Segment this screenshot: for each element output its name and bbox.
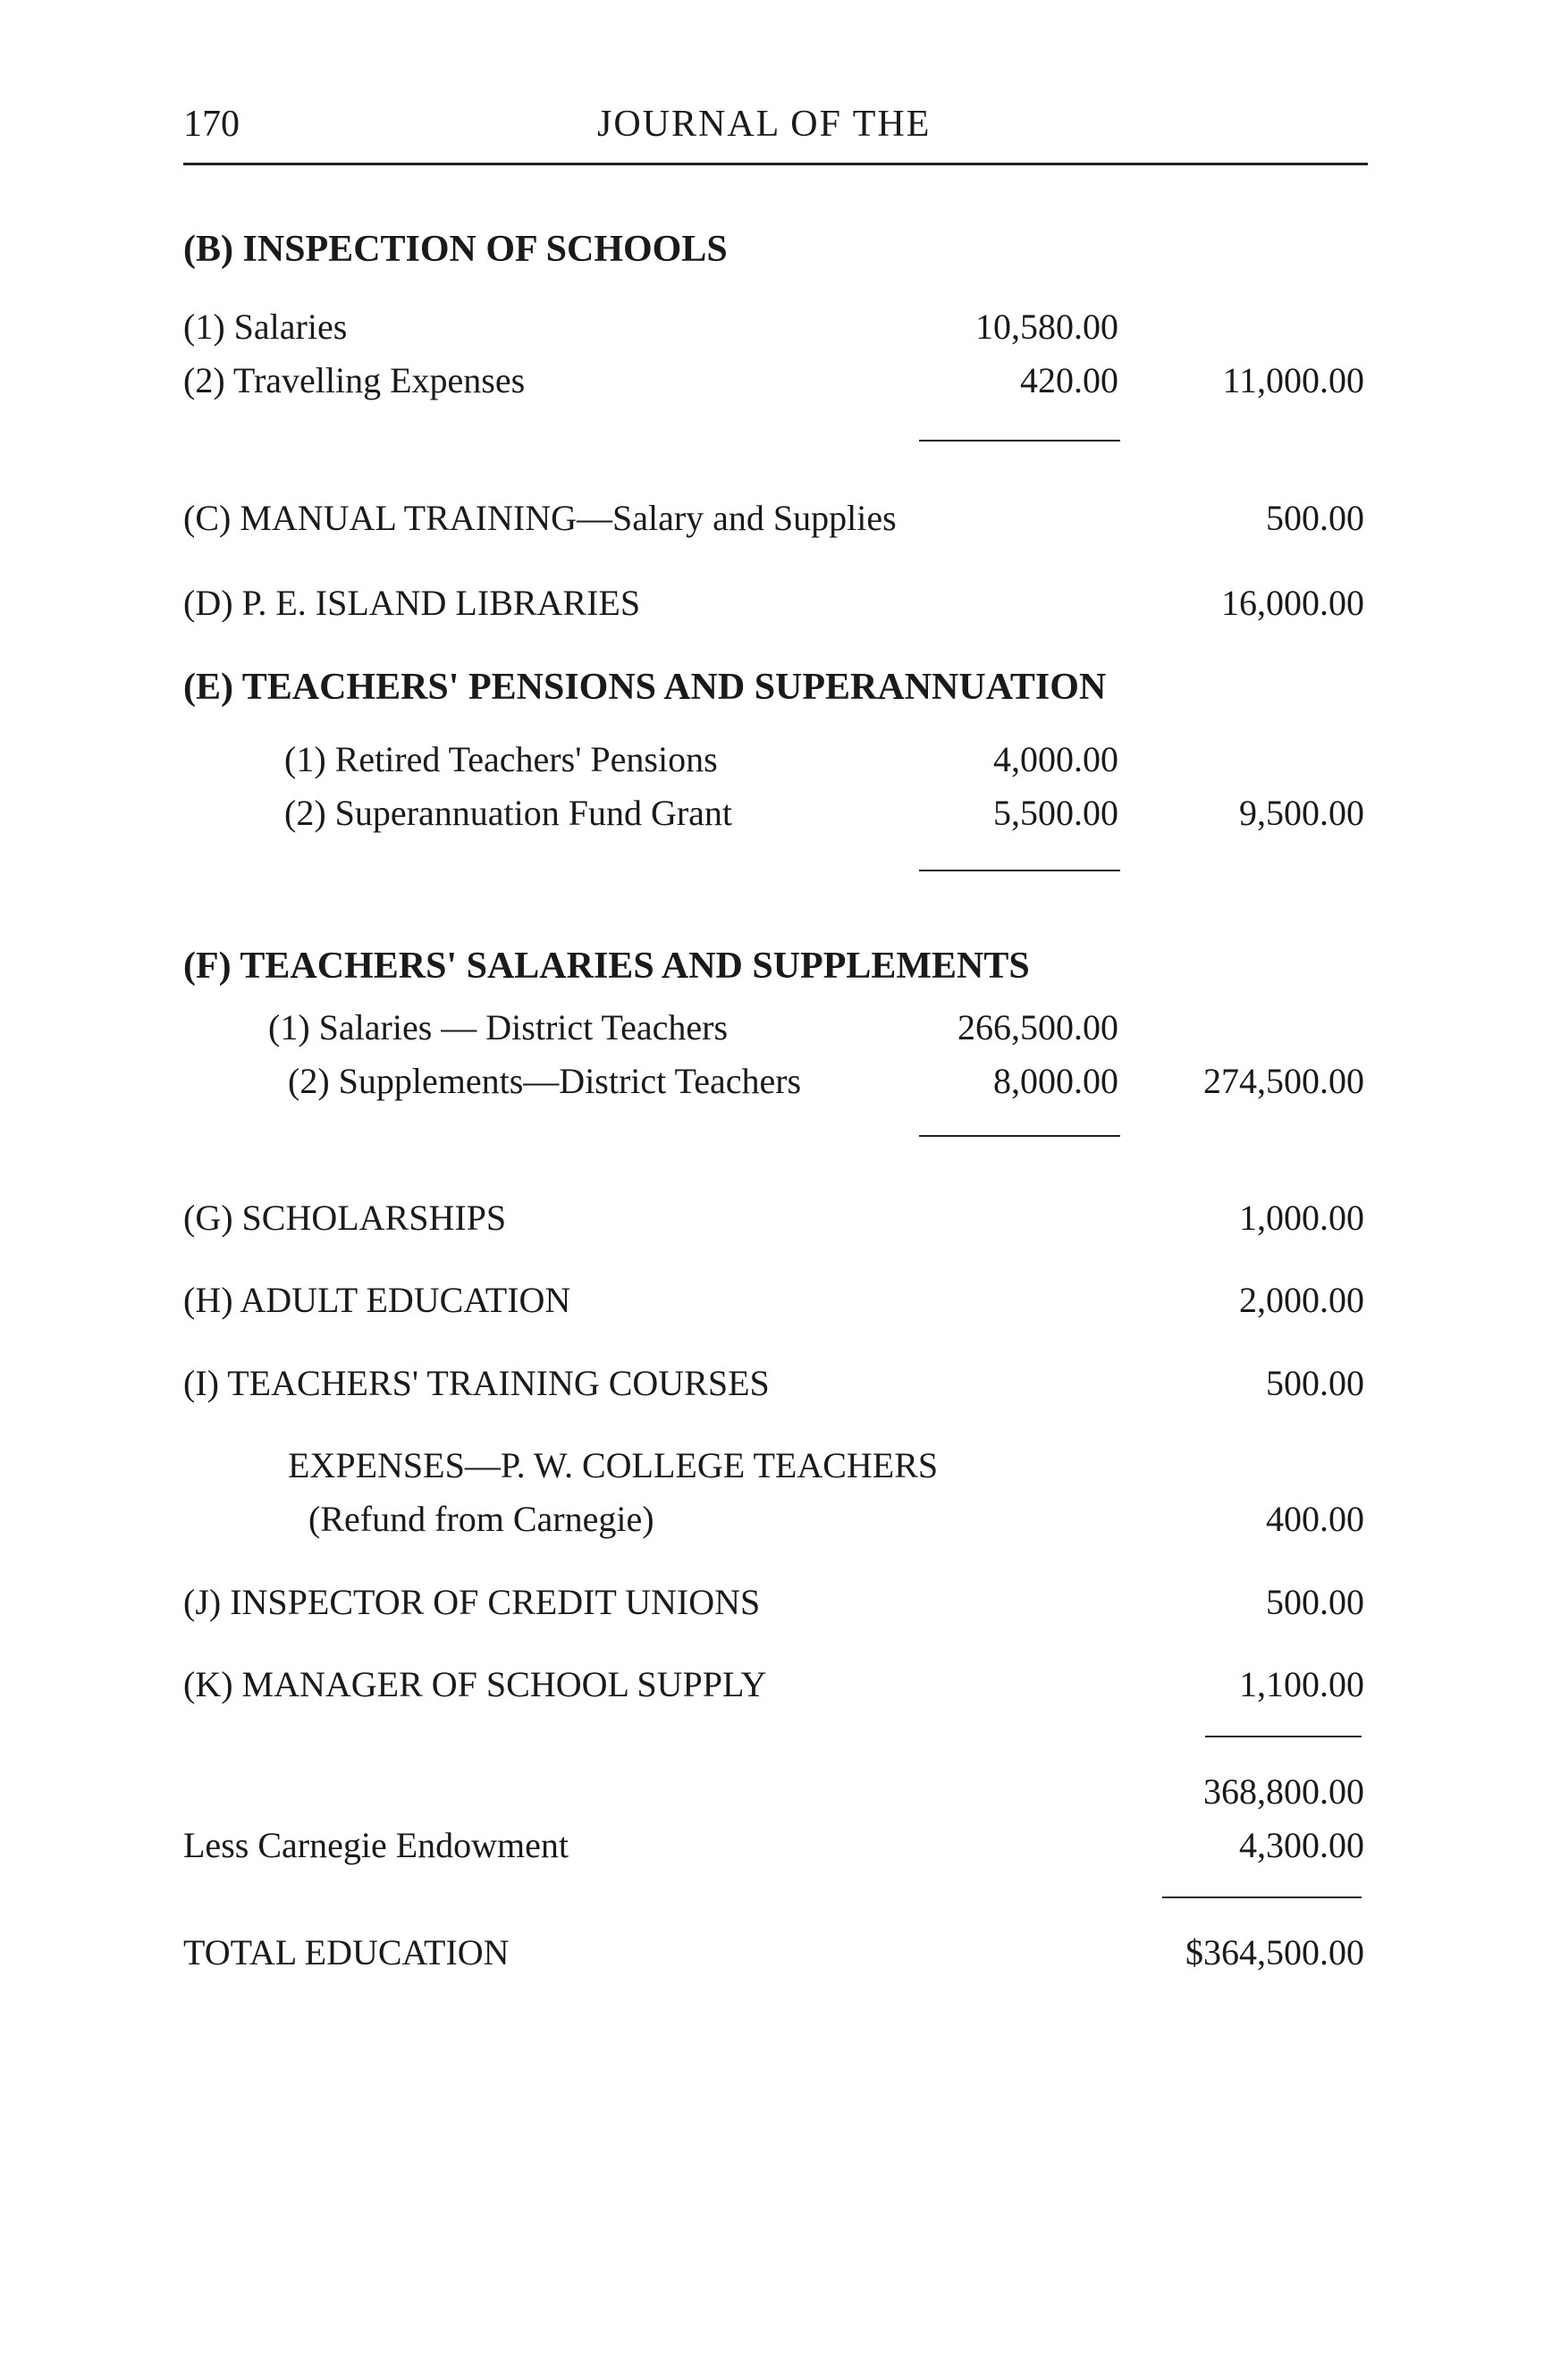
section-k-total: 1,100.00 [1239,1664,1364,1704]
grand-subtotal-rule [1205,1736,1362,1737]
section-i-heading: (I) TEACHERS' TRAINING COURSES [183,1363,770,1403]
total-education-label: TOTAL EDUCATION [183,1932,510,1972]
section-e-subtotal-rule [919,870,1120,871]
less-carnegie-amount: 4,300.00 [1239,1825,1364,1865]
section-b-item-1-label: (1) Salaries [183,307,348,347]
section-b-item-2-amount: 420.00 [1020,360,1118,400]
section-g-total: 1,000.00 [1239,1198,1364,1238]
section-e-item-1-label: (1) Retired Teachers' Pensions [284,739,718,779]
section-h-total: 2,000.00 [1239,1280,1364,1320]
section-f-total: 274,500.00 [1203,1061,1364,1101]
section-g-heading: (G) SCHOLARSHIPS [183,1198,507,1238]
section-f-heading: (F) TEACHERS' SALARIES AND SUPPLEMENTS [183,946,1030,987]
section-i-total: 500.00 [1266,1363,1364,1403]
section-b-heading: (B) INSPECTION OF SCHOOLS [183,229,728,270]
section-i-sub-total: 400.00 [1266,1499,1364,1539]
running-title: JOURNAL OF THE [597,104,932,145]
section-f-subtotal-rule [919,1135,1120,1137]
section-e-item-2-amount: 5,500.00 [993,793,1118,833]
section-f-item-1-amount: 266,500.00 [957,1007,1118,1047]
less-carnegie-label: Less Carnegie Endowment [183,1825,569,1865]
section-f-item-2-label: (2) Supplements—District Teachers [288,1061,802,1101]
total-rule [1162,1896,1362,1898]
total-education-amount: $364,500.00 [1185,1932,1364,1972]
section-f-item-2-amount: 8,000.00 [993,1061,1118,1101]
header-rule [183,163,1368,165]
section-e-item-1-amount: 4,000.00 [993,739,1118,779]
section-d-heading: (D) P. E. ISLAND LIBRARIES [183,583,641,623]
section-d-total: 16,000.00 [1221,583,1364,623]
section-i-sub-line-1: EXPENSES—P. W. COLLEGE TEACHERS [288,1445,939,1485]
section-j-heading: (J) INSPECTOR OF CREDIT UNIONS [183,1582,761,1622]
section-h-heading: (H) ADULT EDUCATION [183,1280,571,1320]
section-e-heading: (E) TEACHERS' PENSIONS AND SUPERANNUATION [183,667,1107,708]
section-b-subtotal-rule [919,440,1120,442]
section-c-total: 500.00 [1266,498,1364,538]
grand-subtotal: 368,800.00 [1203,1771,1364,1812]
section-e-total: 9,500.00 [1239,793,1364,833]
section-b-item-2-label: (2) Travelling Expenses [183,360,526,400]
section-e-item-2-label: (2) Superannuation Fund Grant [284,793,733,833]
section-i-sub-line-2: (Refund from Carnegie) [308,1499,654,1539]
section-b-item-1-amount: 10,580.00 [975,307,1118,347]
section-k-heading: (K) MANAGER OF SCHOOL SUPPLY [183,1664,767,1704]
section-b-total: 11,000.00 [1222,360,1364,400]
section-f-item-1-label: (1) Salaries — District Teachers [268,1007,729,1047]
section-c-heading: (C) MANUAL TRAINING—Salary and Supplies [183,498,897,538]
section-j-total: 500.00 [1266,1582,1364,1622]
page-number: 170 [183,104,240,145]
